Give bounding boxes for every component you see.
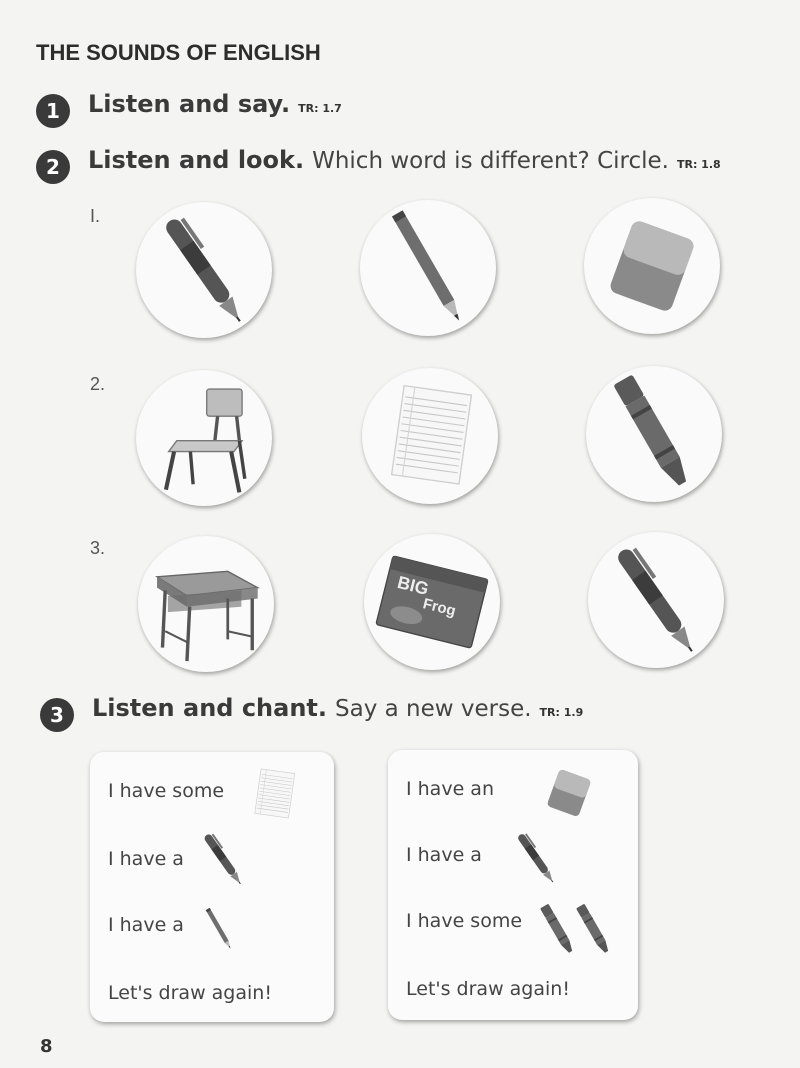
activity-number-badge: 3 [40,698,74,732]
picture-paper-row2[interactable] [362,368,498,504]
picture-chair-row2[interactable] [136,370,272,506]
picture-crayon-row2[interactable] [586,366,722,502]
pencil-icon [194,898,244,960]
book-icon [364,534,500,670]
pen-icon [136,202,272,338]
book-title-big: BIG [395,571,431,599]
track-reference: TR: 1.8 [676,158,721,171]
chant-line: Let's draw again! [406,978,570,1000]
page-number: 8 [40,1036,53,1057]
activity-instruction-bold: Listen and say. [88,90,291,118]
activity-number-badge: 1 [36,94,70,128]
activity-2 [36,144,721,178]
activity-1 [36,88,342,122]
picture-eraser-row1[interactable] [584,198,720,334]
picture-pen-row3[interactable] [588,532,724,668]
picture-desk-row3[interactable] [138,536,274,672]
picture-book-row3[interactable] [364,534,500,670]
chant-line: Let's draw again! [108,982,272,1004]
track-reference: TR: 1.9 [539,706,584,719]
activity-instruction-text: Say a new verse. [335,696,532,722]
chant-verse-2 [388,750,638,1020]
book-title-frog: Frog [421,595,458,620]
crayon-icon [586,366,722,502]
pen-icon [190,822,256,896]
eraser-icon [584,198,720,334]
crayon-icon [564,890,624,970]
activity-instruction-text: Which word is different? Circle. [312,148,669,174]
track-reference: TR: 1.7 [298,102,342,115]
chant-line: I have an [406,778,494,800]
chant-line: I have a [108,848,184,870]
paper-icon [362,368,498,504]
picture-pen-row1[interactable] [136,202,272,338]
activity-number-badge: 2 [36,150,70,184]
activity-3 [40,692,583,726]
row-label-2: 2. [90,374,106,394]
row-label-1: I. [90,206,101,226]
desk-icon [138,536,274,672]
activity-instruction-bold: Listen and chant. [92,694,327,722]
activity-instruction-bold: Listen and look. [88,146,305,174]
section-title: THE SOUNDS OF ENGLISH [36,40,321,65]
picture-pencil-row1[interactable] [360,200,496,336]
paper-icon [240,760,308,828]
eraser-icon [534,758,604,828]
chant-verse-1 [90,752,334,1022]
chair-icon [136,370,272,506]
chant-line: I have a [108,914,184,936]
pen-icon [504,820,568,896]
chant-line: I have a [406,844,482,866]
chant-line: I have some [108,780,225,802]
pen-icon [588,532,724,668]
pencil-icon [360,200,496,336]
chant-line: I have some [406,910,523,932]
row-label-3: 3. [90,538,106,558]
